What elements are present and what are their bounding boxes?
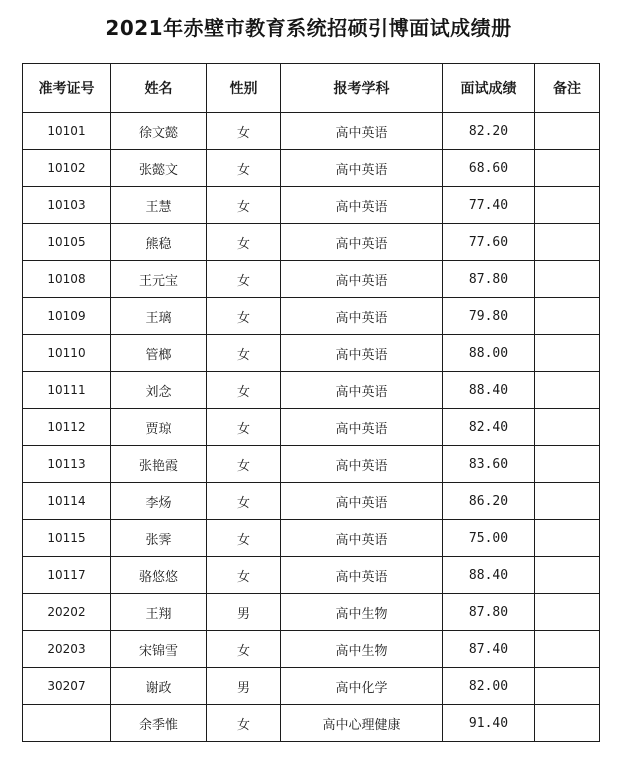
cell-note	[535, 668, 600, 705]
cell-score: 87.40	[443, 631, 535, 668]
cell-exam-id: 10102	[23, 150, 111, 187]
cell-subject: 高中英语	[281, 150, 443, 187]
cell-note	[535, 520, 600, 557]
table-row	[23, 261, 600, 298]
cell-exam-id: 10115	[23, 520, 111, 557]
cell-note	[535, 298, 600, 335]
table-row	[23, 668, 600, 705]
cell-subject: 高中英语	[281, 187, 443, 224]
cell-note	[535, 224, 600, 261]
header-subject: 报考学科	[281, 64, 443, 113]
cell-gender: 女	[207, 224, 281, 261]
table-row	[23, 483, 600, 520]
cell-gender: 女	[207, 483, 281, 520]
cell-subject: 高中英语	[281, 335, 443, 372]
cell-name: 王元宝	[111, 261, 207, 298]
cell-name: 管榔	[111, 335, 207, 372]
cell-exam-id: 10114	[23, 483, 111, 520]
cell-note	[535, 705, 600, 742]
page-title: 2021年赤壁市教育系统招硕引博面试成绩册	[105, 16, 512, 40]
cell-gender: 女	[207, 520, 281, 557]
cell-exam-id: 10109	[23, 298, 111, 335]
cell-subject: 高中心理健康	[281, 705, 443, 742]
cell-score: 83.60	[443, 446, 535, 483]
cell-gender: 女	[207, 261, 281, 298]
table-row	[23, 335, 600, 372]
cell-note	[535, 594, 600, 631]
cell-subject: 高中英语	[281, 557, 443, 594]
cell-note	[535, 409, 600, 446]
cell-subject: 高中英语	[281, 261, 443, 298]
cell-name: 谢政	[111, 668, 207, 705]
table-row	[23, 446, 600, 483]
cell-exam-id: 10108	[23, 261, 111, 298]
cell-note	[535, 446, 600, 483]
table-row	[23, 631, 600, 668]
cell-note	[535, 335, 600, 372]
cell-gender: 女	[207, 187, 281, 224]
cell-exam-id: 10105	[23, 224, 111, 261]
cell-name: 王璃	[111, 298, 207, 335]
cell-gender: 女	[207, 150, 281, 187]
cell-gender: 女	[207, 372, 281, 409]
cell-exam-id: 10103	[23, 187, 111, 224]
cell-score: 79.80	[443, 298, 535, 335]
cell-gender: 女	[207, 446, 281, 483]
cell-gender: 女	[207, 113, 281, 150]
cell-name: 余季惟	[111, 705, 207, 742]
cell-exam-id: 10110	[23, 335, 111, 372]
table-row	[23, 372, 600, 409]
cell-subject: 高中英语	[281, 298, 443, 335]
cell-exam-id: 10117	[23, 557, 111, 594]
cell-exam-id: 20202	[23, 594, 111, 631]
cell-score: 87.80	[443, 261, 535, 298]
cell-note	[535, 557, 600, 594]
cell-subject: 高中英语	[281, 113, 443, 150]
cell-score: 88.40	[443, 557, 535, 594]
cell-score: 75.00	[443, 520, 535, 557]
cell-gender: 女	[207, 409, 281, 446]
cell-score: 77.40	[443, 187, 535, 224]
cell-subject: 高中英语	[281, 446, 443, 483]
cell-note	[535, 187, 600, 224]
cell-score: 86.20	[443, 483, 535, 520]
cell-exam-id: 10111	[23, 372, 111, 409]
cell-subject: 高中英语	[281, 372, 443, 409]
cell-name: 张艳霞	[111, 446, 207, 483]
cell-gender: 女	[207, 335, 281, 372]
table-row	[23, 224, 600, 261]
table-header-row	[23, 64, 600, 113]
cell-name: 李炀	[111, 483, 207, 520]
cell-gender: 女	[207, 705, 281, 742]
cell-note	[535, 372, 600, 409]
cell-name: 刘念	[111, 372, 207, 409]
cell-gender: 男	[207, 594, 281, 631]
cell-note	[535, 483, 600, 520]
cell-gender: 女	[207, 631, 281, 668]
table-row	[23, 113, 600, 150]
header-exam-id: 准考证号	[23, 64, 111, 113]
cell-gender: 女	[207, 557, 281, 594]
table-row	[23, 520, 600, 557]
cell-subject: 高中生物	[281, 594, 443, 631]
cell-name: 王翔	[111, 594, 207, 631]
cell-score: 87.80	[443, 594, 535, 631]
cell-name: 张霁	[111, 520, 207, 557]
cell-exam-id: 30207	[23, 668, 111, 705]
cell-score: 82.20	[443, 113, 535, 150]
cell-gender: 女	[207, 298, 281, 335]
cell-score: 88.40	[443, 372, 535, 409]
table-row	[23, 594, 600, 631]
cell-exam-id: 20203	[23, 631, 111, 668]
table-row	[23, 298, 600, 335]
cell-note	[535, 113, 600, 150]
cell-subject: 高中英语	[281, 224, 443, 261]
header-name: 姓名	[111, 64, 207, 113]
cell-note	[535, 631, 600, 668]
cell-name: 骆悠悠	[111, 557, 207, 594]
cell-exam-id: 10113	[23, 446, 111, 483]
table-row	[23, 705, 600, 742]
cell-exam-id: 10112	[23, 409, 111, 446]
cell-name: 王慧	[111, 187, 207, 224]
cell-name: 贾琼	[111, 409, 207, 446]
table-row	[23, 187, 600, 224]
cell-note	[535, 150, 600, 187]
cell-subject: 高中英语	[281, 409, 443, 446]
header-note: 备注	[535, 64, 600, 113]
cell-name: 徐文懿	[111, 113, 207, 150]
table-body	[23, 113, 600, 742]
table-row	[23, 409, 600, 446]
cell-note	[535, 261, 600, 298]
header-gender: 性别	[207, 64, 281, 113]
cell-subject: 高中英语	[281, 520, 443, 557]
cell-name: 宋锦雪	[111, 631, 207, 668]
cell-subject: 高中生物	[281, 631, 443, 668]
cell-subject: 高中化学	[281, 668, 443, 705]
cell-score: 82.40	[443, 409, 535, 446]
cell-score: 88.00	[443, 335, 535, 372]
cell-score: 77.60	[443, 224, 535, 261]
cell-exam-id	[23, 705, 111, 742]
cell-score: 91.40	[443, 705, 535, 742]
score-table	[22, 63, 600, 742]
table-row	[23, 150, 600, 187]
cell-subject: 高中英语	[281, 483, 443, 520]
table-row	[23, 557, 600, 594]
cell-gender: 男	[207, 668, 281, 705]
cell-score: 68.60	[443, 150, 535, 187]
cell-name: 熊稳	[111, 224, 207, 261]
cell-score: 82.00	[443, 668, 535, 705]
cell-name: 张懿文	[111, 150, 207, 187]
cell-exam-id: 10101	[23, 113, 111, 150]
header-score: 面试成绩	[443, 64, 535, 113]
